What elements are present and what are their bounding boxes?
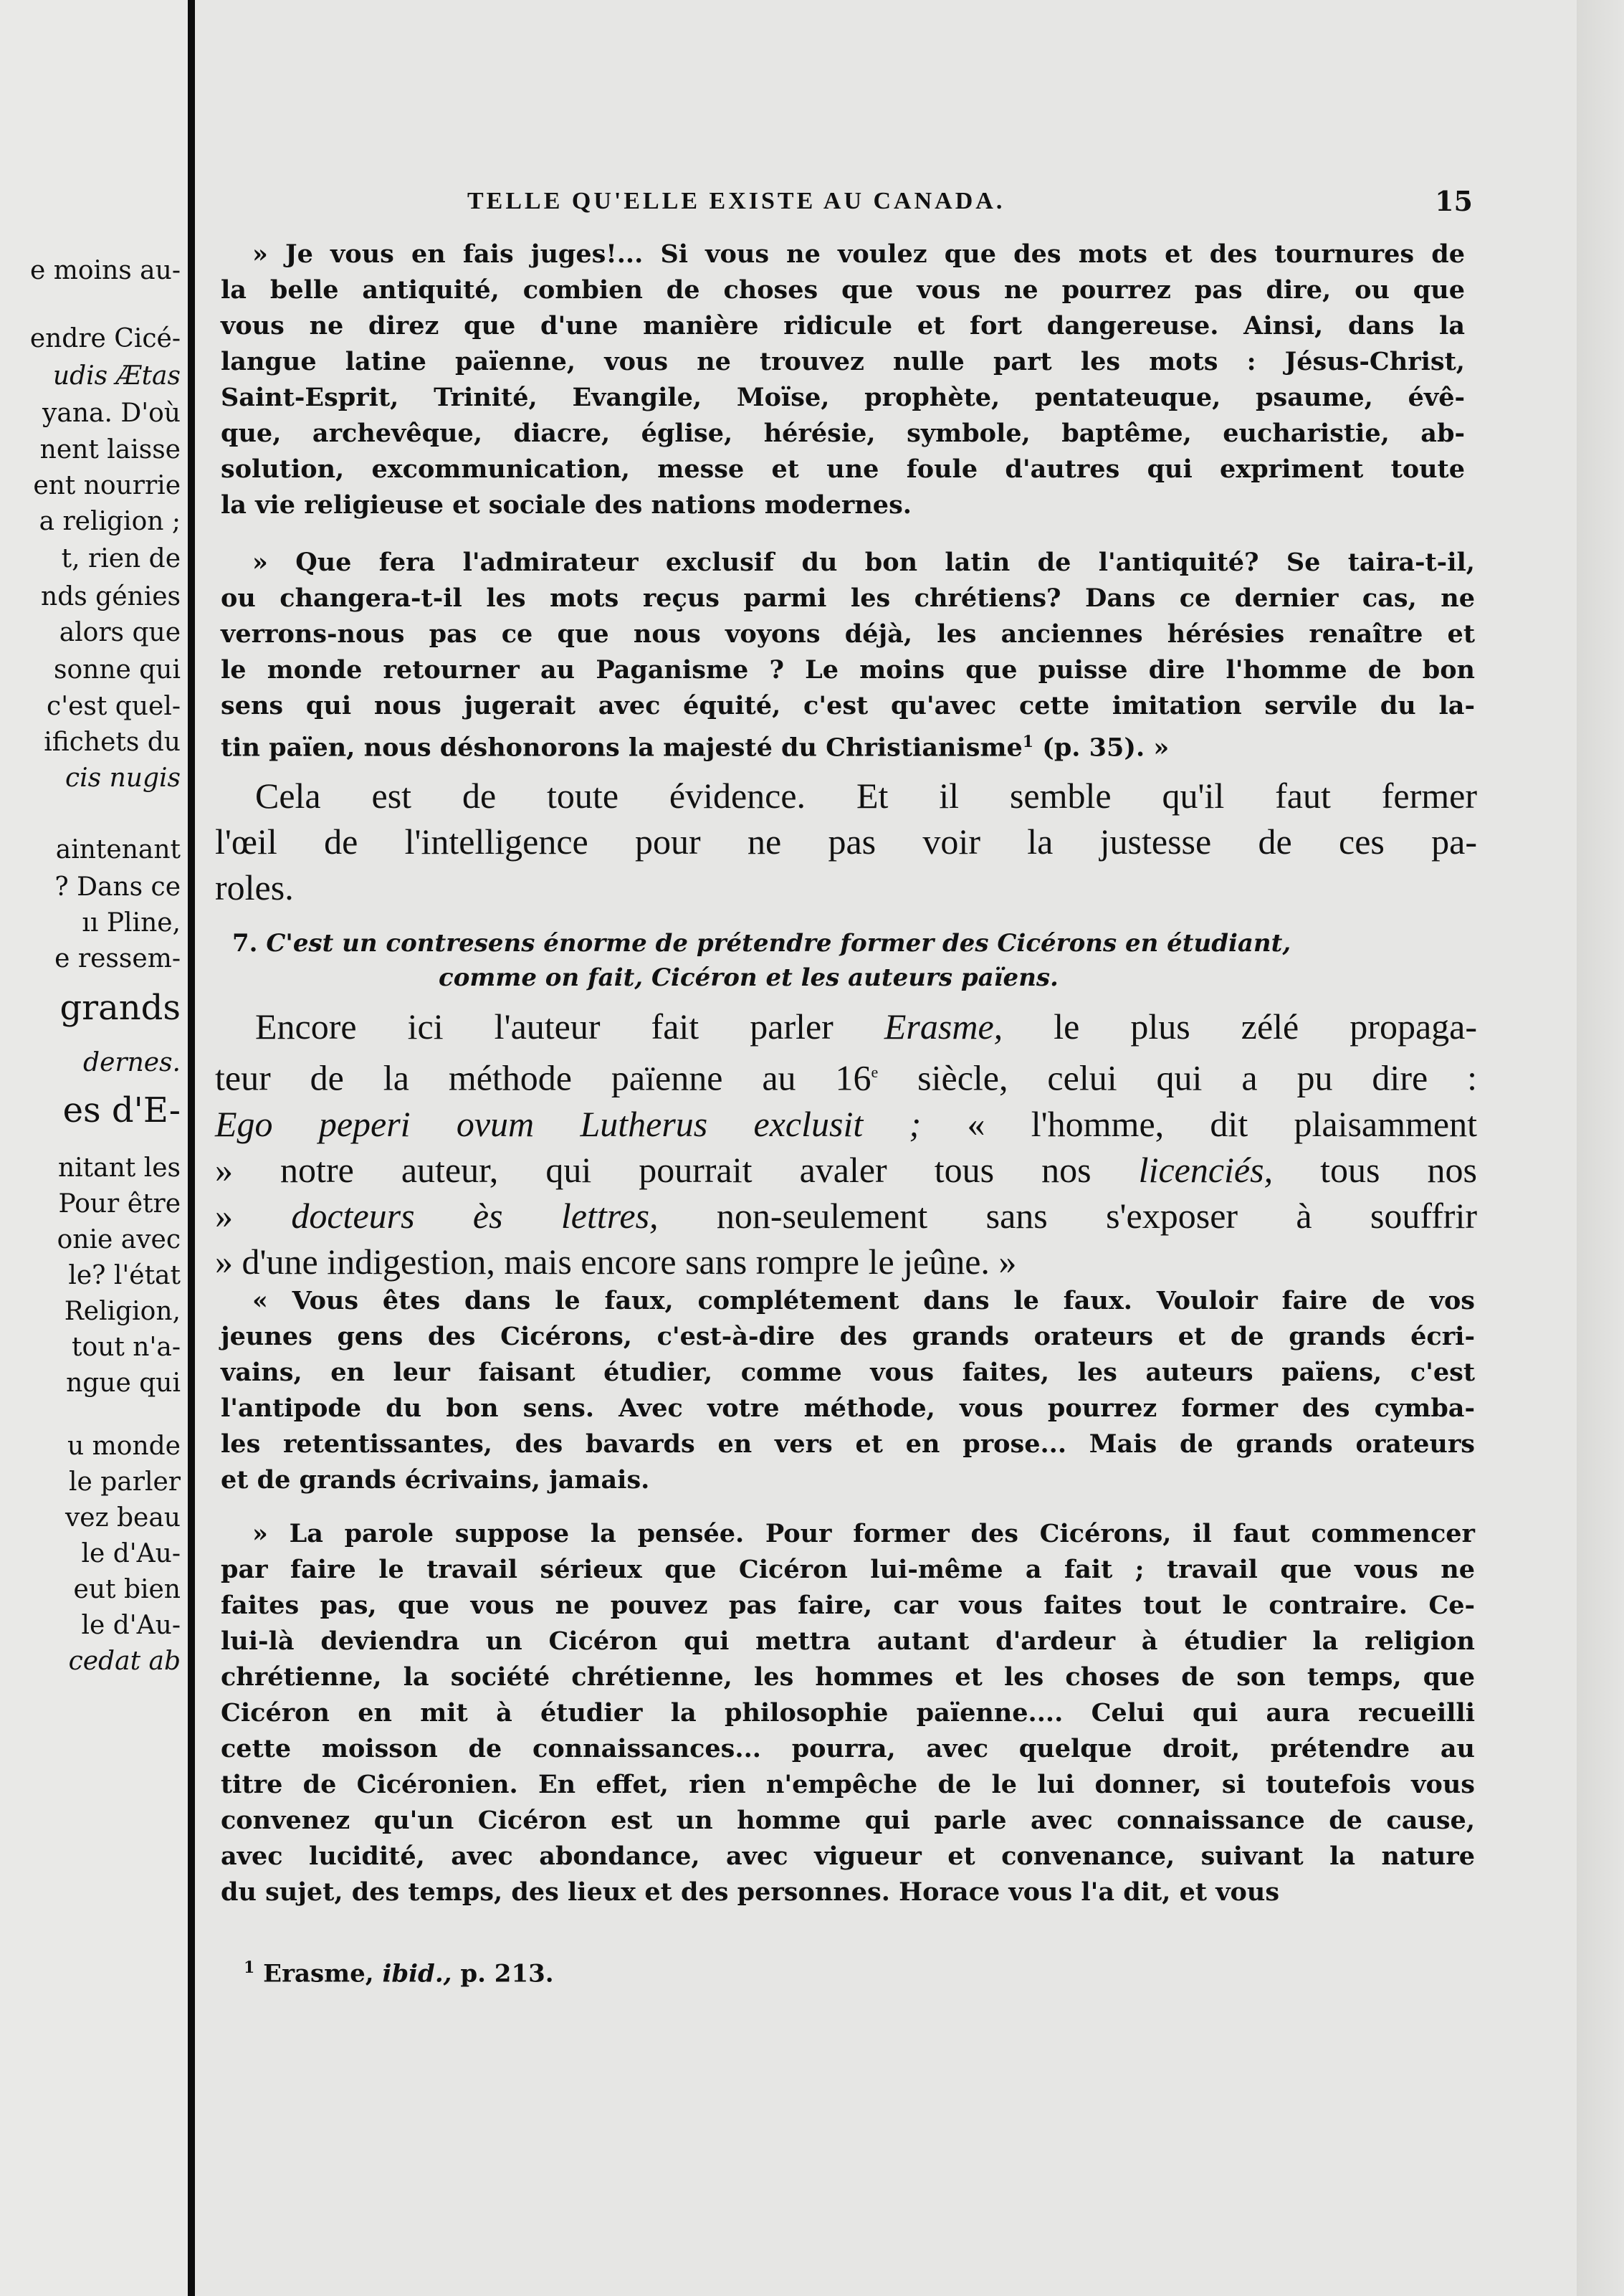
left-page-fragment: le d'Au-: [81, 1611, 181, 1640]
text-run: Encore ici l'auteur fait parler: [255, 1006, 884, 1047]
section-heading-line: [232, 926, 1486, 961]
text-run: non-seulement sans s'exposer à souffrir: [658, 1195, 1478, 1236]
quote-line: les retentissantes, des bavards en vers et en prose... Mais de grands orateurs: [221, 1429, 1475, 1459]
text-run: teur de la méthode païenne au 16: [215, 1057, 871, 1098]
italic-run: Erasme,: [884, 1006, 1003, 1047]
quote-line: [221, 724, 1475, 766]
quote-line: langue latine païenne, vous ne trouvez nulle part les mots : Jésus-Christ,: [221, 347, 1465, 376]
quote-block-2: [221, 545, 1475, 766]
paragraph-line: Cela est de toute évidence. Et il semble qu'il faut fermer: [255, 776, 1477, 816]
left-page-fragment: e ressem-: [54, 944, 181, 973]
left-page-fragment: le d'Au-: [81, 1539, 181, 1568]
left-page-fragment: a religion ;: [39, 507, 181, 536]
quote-line: et de grands écrivains, jamais.: [221, 1465, 650, 1495]
running-title: TELLE QU'ELLE EXISTE AU CANADA.: [467, 188, 1006, 214]
quote-line: la vie religieuse et sociale des nations modernes.: [221, 490, 912, 520]
left-page-fragment: Pour être: [58, 1189, 181, 1219]
quote-line: lui-là deviendra un Cicéron qui mettra autant d'ardeur à étudier la religion: [221, 1626, 1475, 1656]
quote-line: Cicéron en mit à étudier la philosophie païenne.... Celui qui aura recueilli: [221, 1698, 1475, 1728]
left-page-fragment: t, rien de: [61, 544, 181, 573]
text-run: tin païen, nous déshonorons la majesté du Christianisme: [221, 733, 1023, 763]
section-number: 7.: [232, 929, 258, 958]
quote-line: du sujet, des temps, des lieux et des personnes. Horace vous l'a dit, et vous: [221, 1877, 1280, 1907]
footnote-reference[interactable]: 1: [1022, 733, 1034, 751]
quote-line: vous ne direz que d'une manière ridicule et fort dangereuse. Ainsi, dans la: [221, 311, 1465, 340]
paragraph-line: » d'une indigestion, mais encore sans rompre le jeûne. »: [215, 1241, 1017, 1282]
left-page-strip: [0, 0, 188, 2296]
quote-line: convenez qu'un Cicéron est un homme qui parle avec connaissance de cause,: [221, 1806, 1475, 1835]
left-page-fragment: tout n'a-: [72, 1333, 181, 1362]
quote-line: verrons-nous pas ce que nous voyons déjà, les anciennes hérésies renaître et: [221, 619, 1475, 649]
quote-line: » Que fera l'admirateur exclusif du bon latin de l'antiquité? Se taira-t-il,: [252, 548, 1475, 577]
paragraph-line: [215, 1147, 1477, 1193]
footnote-mark: 1: [244, 1958, 255, 1977]
italic-run: licenciés,: [1138, 1149, 1274, 1190]
footnote: [244, 1958, 554, 1988]
quote-line: » Je vous en fais juges!... Si vous ne voulez que des mots et des tournures de: [252, 239, 1465, 269]
quote-line: sens qui nous jugerait avec équité, c'est qu'avec cette imitation servile du la-: [221, 691, 1475, 720]
paragraph-erasme: [215, 1004, 1478, 1285]
left-page-fragment: le? l'état: [68, 1261, 181, 1290]
left-page-fragment: c'est quel-: [47, 692, 181, 721]
quote-block-3: [221, 1283, 1475, 1498]
left-page-fragment: cis nugis: [65, 763, 181, 793]
paragraph-line: l'œil de l'intelligence pour ne pas voir la justesse de ces pa-: [215, 821, 1477, 862]
quote-block-1: [221, 237, 1465, 523]
left-page-fragment: sonne qui: [53, 655, 181, 685]
left-page-fragment: ? Dans ce: [54, 872, 181, 902]
left-page-fragment: nent laisse: [39, 435, 181, 465]
left-page-fragment: vez beau: [65, 1503, 181, 1533]
text-run: »: [215, 1195, 292, 1236]
right-page-edge: [1577, 0, 1624, 2296]
left-page-fragment: es d'E-: [62, 1090, 181, 1130]
quote-line: le monde retourner au Paganisme ? Le moins que puisse dire l'homme de bon: [221, 655, 1475, 685]
paragraph-line: [255, 1004, 1477, 1049]
quote-line: ou changera-t-il les mots reçus parmi les chrétiens? Dans ce dernier cas, ne: [221, 583, 1475, 613]
text-run: tous nos: [1273, 1149, 1477, 1190]
left-page-fragment: grands: [59, 988, 181, 1028]
quote-line: l'antipode du bon sens. Avec votre méthode, vous pourrez former des cymba-: [221, 1394, 1475, 1423]
superscript: e: [871, 1063, 879, 1081]
left-page-fragment: onie avec: [57, 1225, 181, 1254]
quote-line: cette moisson de connaissances... pourra, avec quelque droit, prétendre au: [221, 1734, 1475, 1763]
left-page-fragment: dernes.: [83, 1048, 181, 1077]
quote-line: que, archevêque, diacre, église, hérésie, symbole, baptême, eucharistie, ab-: [221, 419, 1465, 448]
text-run: siècle, celui qui a pu dire :: [878, 1057, 1477, 1098]
italic-run: ibid.,: [382, 1959, 452, 1988]
left-page-fragment: endre Cicé-: [29, 324, 181, 353]
text-run: Erasme,: [254, 1959, 383, 1988]
quote-line: solution, excommunication, messe et une foule d'autres qui expriment toute: [221, 454, 1465, 484]
left-page-fragment: u monde: [67, 1432, 181, 1461]
left-page-fragment: aintenant: [55, 835, 181, 864]
quote-line: titre de Cicéronien. En effet, rien n'empêche de le lui donner, si toutefois vous: [221, 1770, 1475, 1799]
quote-line: la belle antiquité, combien de choses que vous ne pourrez pas dire, ou que: [221, 275, 1465, 305]
quote-line: « Vous êtes dans le faux, complétement dans le faux. Vouloir faire de vos: [252, 1286, 1475, 1315]
page-number: 15: [1435, 185, 1473, 217]
italic-run: Ego peperi ovum Lutherus exclusit ;: [215, 1103, 922, 1144]
section-heading-text: C'est un contresens énorme de prétendre former des Cicérons en étudiant,: [266, 929, 1291, 958]
left-page-fragment: ent nourrie: [33, 471, 181, 500]
left-page-fragment: udis Ætas: [52, 361, 181, 391]
quote-line: chrétienne, la société chrétienne, les hommes et les choses de son temps, que: [221, 1662, 1475, 1692]
left-page-fragment: nds génies: [41, 582, 181, 611]
text-run: le plus zélé propaga-: [1003, 1006, 1477, 1047]
paragraph-line: [215, 1101, 1477, 1147]
section-heading-7: [232, 926, 1486, 995]
left-page-fragment: alors que: [59, 618, 181, 647]
quote-line: avec lucidité, avec abondance, avec vigueur et convenance, suivant la nature: [221, 1842, 1475, 1871]
italic-run: docteurs ès lettres,: [291, 1195, 659, 1236]
text-run: (p. 35). »: [1033, 733, 1170, 763]
text-run: p. 213.: [452, 1959, 554, 1988]
left-page-fragment: eut bien: [73, 1575, 181, 1604]
page: [215, 0, 1562, 2296]
quote-line: jeunes gens des Cicérons, c'est-à-dire des grands orateurs et de grands écri-: [221, 1322, 1475, 1351]
text-run: « l'homme, dit plaisamment: [921, 1103, 1477, 1144]
page-gutter: [188, 0, 195, 2296]
left-page-fragment: yana. D'où: [42, 399, 181, 428]
left-page-fragment: le parler: [68, 1467, 181, 1497]
paragraph-line: roles.: [215, 867, 294, 908]
quote-block-4: [221, 1516, 1475, 1910]
quote-line: par faire le travail sérieux que Cicéron lui-même a fait ; travail que vous ne: [221, 1555, 1475, 1584]
left-page-fragment: ifichets du: [44, 728, 181, 757]
paragraph-line: [215, 1193, 1477, 1239]
section-heading-line: comme on fait, Cicéron et les auteurs païens.: [439, 963, 1059, 992]
left-page-fragment: ıı Pline,: [82, 908, 181, 938]
left-page-fragment: ngue qui: [66, 1368, 181, 1398]
left-page-fragment: cedat ab: [68, 1647, 181, 1676]
left-page-fragment: e moins au-: [30, 256, 181, 285]
paragraph-evidence: [215, 773, 1477, 910]
left-page-fragment: Religion,: [64, 1297, 181, 1326]
paragraph-line: [215, 1049, 1477, 1101]
left-page-fragment: nitant les: [57, 1153, 181, 1183]
quote-line: Saint-Esprit, Trinité, Evangile, Moïse, prophète, pentateuque, psaume, évê-: [221, 383, 1465, 412]
quote-line: vains, en leur faisant étudier, comme vous faites, les auteurs païens, c'est: [221, 1358, 1475, 1387]
quote-line: faites pas, que vous ne pouvez pas faire, car vous faites tout le contraire. Ce-: [221, 1591, 1475, 1620]
text-run: » notre auteur, qui pourrait avaler tous nos: [215, 1149, 1139, 1190]
quote-line: » La parole suppose la pensée. Pour former des Cicérons, il faut commencer: [252, 1519, 1475, 1548]
